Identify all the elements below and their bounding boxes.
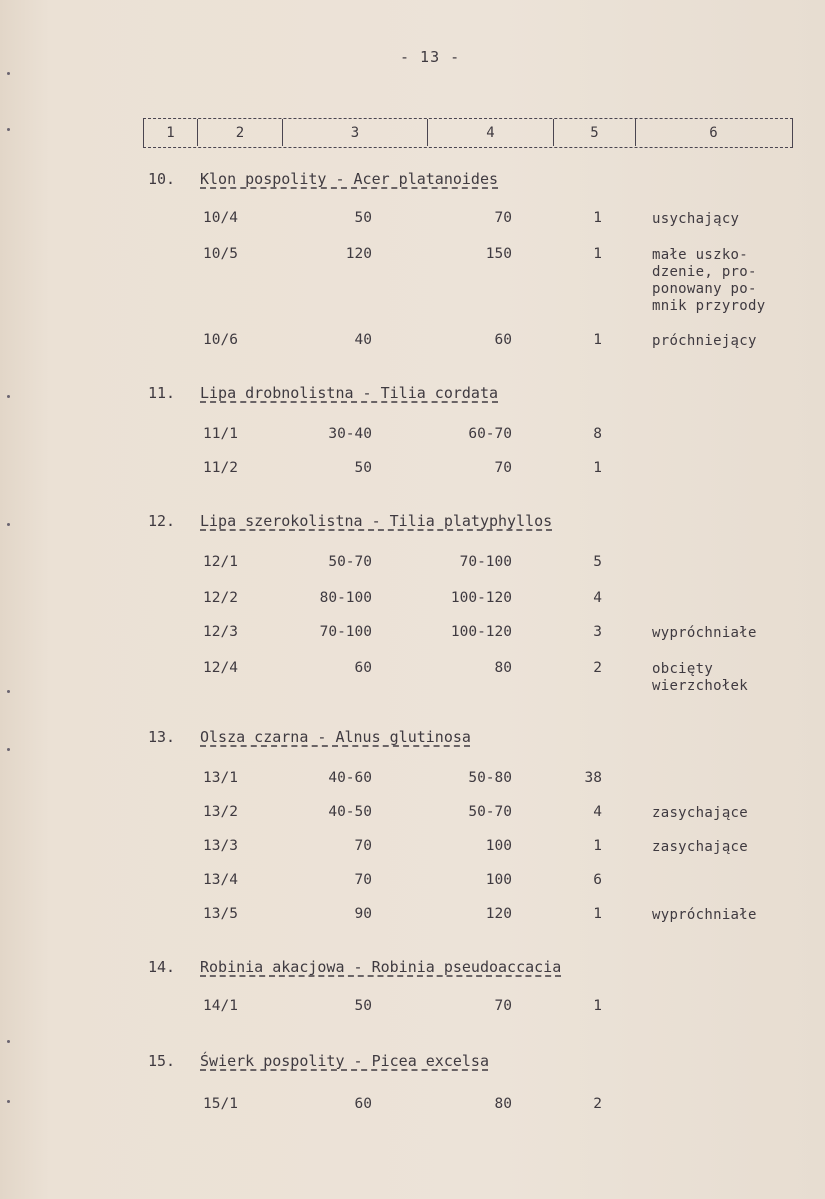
edge-mark bbox=[7, 690, 10, 693]
tree-id: 12/1 bbox=[203, 554, 238, 570]
count-col-5: 1 bbox=[593, 332, 602, 348]
count-col-5: 2 bbox=[593, 660, 602, 676]
remark-col-6: zasychające bbox=[652, 839, 749, 855]
column-header-1: 1 bbox=[166, 125, 175, 141]
edge-mark bbox=[7, 128, 10, 131]
value-col-3: 30-40 bbox=[328, 426, 372, 442]
count-col-5: 3 bbox=[593, 624, 602, 640]
column-header-4: 4 bbox=[427, 119, 553, 146]
species-number: 14. bbox=[148, 958, 176, 976]
remark-col-6: próchniejący bbox=[652, 333, 757, 349]
tree-id: 15/1 bbox=[203, 1096, 238, 1112]
value-col-4: 80 bbox=[494, 660, 512, 676]
value-col-4: 120 bbox=[485, 906, 512, 922]
tree-id: 10/6 bbox=[203, 332, 238, 348]
value-col-3: 90 bbox=[354, 906, 372, 922]
count-col-5: 1 bbox=[593, 246, 602, 262]
species-name: Świerk pospolity - Picea excelsa bbox=[200, 1052, 489, 1070]
tree-id: 11/2 bbox=[203, 460, 238, 476]
count-col-5: 1 bbox=[593, 998, 602, 1014]
species-number: 12. bbox=[148, 512, 176, 530]
value-col-3: 50 bbox=[354, 210, 372, 226]
remark-col-6: zasychające bbox=[652, 805, 749, 821]
value-col-4: 70 bbox=[494, 460, 512, 476]
count-col-5: 1 bbox=[593, 210, 602, 226]
count-col-5: 38 bbox=[584, 770, 602, 786]
count-col-5: 5 bbox=[593, 554, 602, 570]
value-col-4: 100-120 bbox=[450, 590, 512, 606]
tree-id: 13/2 bbox=[203, 804, 238, 820]
value-col-4: 50-80 bbox=[468, 770, 512, 786]
remark-col-6: małe uszko- dzenie, pro- ponowany po- mnik przyrody bbox=[652, 247, 766, 314]
column-header-2: 2 bbox=[197, 119, 282, 146]
value-col-4: 50-70 bbox=[468, 804, 512, 820]
value-col-3: 80-100 bbox=[319, 590, 372, 606]
page-number: - 13 - bbox=[400, 48, 461, 66]
species-name: Lipa szerokolistna - Tilia platyphyllos bbox=[200, 512, 553, 530]
value-col-3: 40-60 bbox=[328, 770, 372, 786]
count-col-5: 1 bbox=[593, 838, 602, 854]
species-number: 15. bbox=[148, 1052, 176, 1070]
species-number: 10. bbox=[148, 170, 176, 188]
tree-id: 10/5 bbox=[203, 246, 238, 262]
value-col-3: 60 bbox=[354, 1096, 372, 1112]
species-number: 13. bbox=[148, 728, 176, 746]
species-name: Klon pospolity - Acer platanoides bbox=[200, 170, 499, 188]
count-col-5: 6 bbox=[593, 872, 602, 888]
count-col-5: 4 bbox=[593, 590, 602, 606]
value-col-3: 120 bbox=[345, 246, 372, 262]
species-number: 11. bbox=[148, 384, 176, 402]
value-col-3: 70 bbox=[354, 838, 372, 854]
edge-mark bbox=[7, 1040, 10, 1043]
count-col-5: 8 bbox=[593, 426, 602, 442]
edge-mark bbox=[7, 1100, 10, 1103]
remark-col-6: wypróchniałe bbox=[652, 625, 757, 641]
value-col-4: 60-70 bbox=[468, 426, 512, 442]
count-col-5: 2 bbox=[593, 1096, 602, 1112]
edge-mark bbox=[7, 395, 10, 398]
count-col-5: 4 bbox=[593, 804, 602, 820]
tree-id: 11/1 bbox=[203, 426, 238, 442]
value-col-3: 70 bbox=[354, 872, 372, 888]
value-col-3: 40 bbox=[354, 332, 372, 348]
edge-mark bbox=[7, 523, 10, 526]
species-name: Robinia akacjowa - Robinia pseudoaccacia bbox=[200, 958, 562, 976]
value-col-4: 100-120 bbox=[450, 624, 512, 640]
value-col-4: 150 bbox=[485, 246, 512, 262]
value-col-3: 60 bbox=[354, 660, 372, 676]
value-col-4: 100 bbox=[485, 838, 512, 854]
column-header-3: 3 bbox=[282, 119, 427, 146]
value-col-4: 70 bbox=[494, 998, 512, 1014]
value-col-4: 70 bbox=[494, 210, 512, 226]
count-col-5: 1 bbox=[593, 460, 602, 476]
value-col-4: 100 bbox=[485, 872, 512, 888]
tree-id: 13/5 bbox=[203, 906, 238, 922]
tree-id: 14/1 bbox=[203, 998, 238, 1014]
count-col-5: 1 bbox=[593, 906, 602, 922]
value-col-3: 50-70 bbox=[328, 554, 372, 570]
species-name: Olsza czarna - Alnus glutinosa bbox=[200, 728, 471, 746]
remark-col-6: obcięty wierzchołek bbox=[652, 661, 749, 694]
tree-id: 12/4 bbox=[203, 660, 238, 676]
value-col-3: 40-50 bbox=[328, 804, 372, 820]
tree-id: 13/1 bbox=[203, 770, 238, 786]
remark-col-6: usychający bbox=[652, 211, 740, 227]
remark-col-6: wypróchniałe bbox=[652, 907, 757, 923]
tree-id: 12/3 bbox=[203, 624, 238, 640]
value-col-4: 80 bbox=[494, 1096, 512, 1112]
value-col-3: 50 bbox=[354, 460, 372, 476]
species-name: Lipa drobnolistna - Tilia cordata bbox=[200, 384, 499, 402]
column-header-6: 6 bbox=[635, 119, 791, 146]
value-col-3: 50 bbox=[354, 998, 372, 1014]
edge-mark bbox=[7, 72, 10, 75]
value-col-4: 70-100 bbox=[459, 554, 512, 570]
value-col-3: 70-100 bbox=[319, 624, 372, 640]
tree-id: 10/4 bbox=[203, 210, 238, 226]
tree-id: 12/2 bbox=[203, 590, 238, 606]
tree-id: 13/3 bbox=[203, 838, 238, 854]
column-header-5: 5 bbox=[553, 119, 635, 146]
column-header-row bbox=[143, 118, 793, 148]
value-col-4: 60 bbox=[494, 332, 512, 348]
tree-id: 13/4 bbox=[203, 872, 238, 888]
edge-mark bbox=[7, 748, 10, 751]
